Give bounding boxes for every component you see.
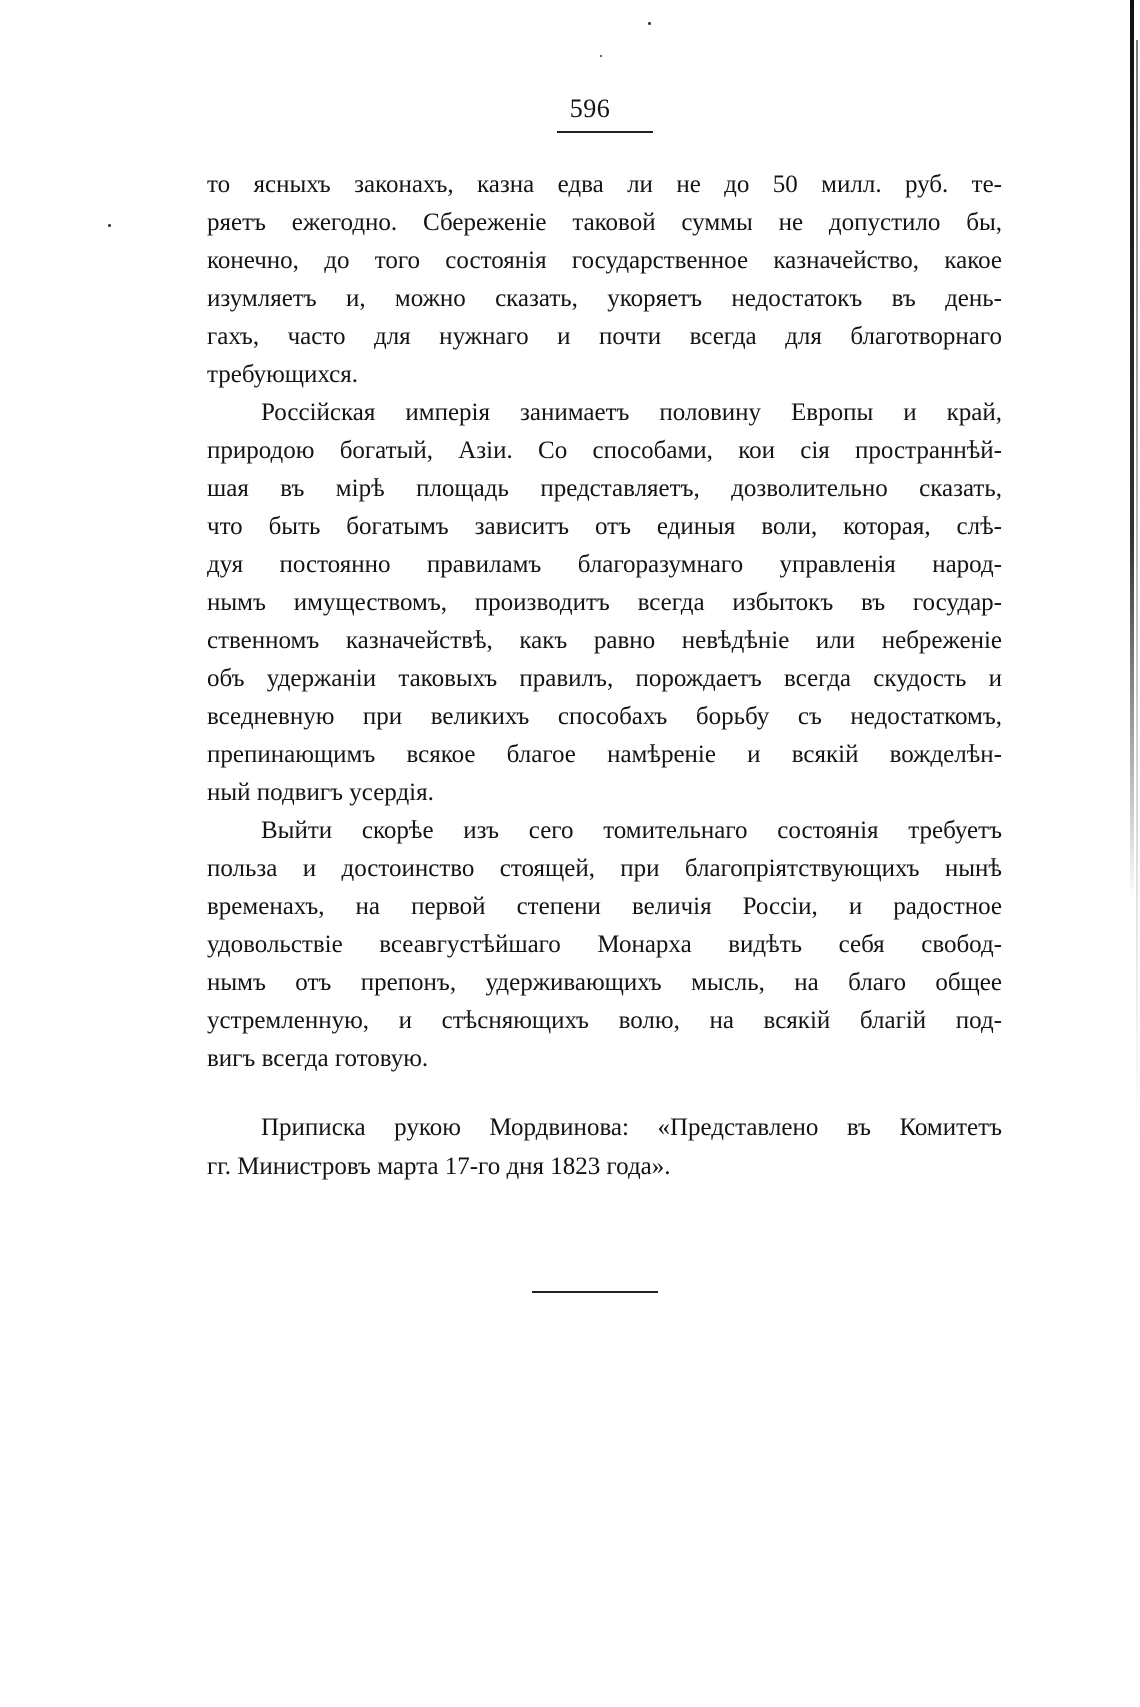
text-line: ственномъ казначействѣ, какъ равно невѣдѣніе или небреженіе	[207, 627, 1002, 654]
text-line: Выйти скорѣе изъ сего томительнаго состоянія требуетъ	[261, 817, 1002, 844]
postscript-line: гг. Министровъ марта 17-го дня 1823 года».	[207, 1153, 671, 1180]
text-line: польза и достоинство стоящей, при благопріятствующихъ нынѣ	[207, 855, 1002, 882]
text-line: ный подвигъ усердія.	[207, 779, 434, 806]
page-number: 596	[569, 94, 611, 123]
scan-speck	[648, 22, 651, 25]
text-line: устремленную, и стѣсняющихъ волю, на всякій благій под-	[207, 1007, 1002, 1034]
text-line: природою богатый, Азіи. Со способами, кои сія пространнѣй-	[207, 437, 1002, 464]
text-line: что быть богатымъ зависитъ отъ единыя воли, которая, слѣ-	[207, 513, 1002, 540]
text-line: конечно, до того состоянія государственное казначейство, какое	[207, 247, 1002, 274]
text-line: нымъ отъ препонъ, удерживающихъ мысль, на благо общее	[207, 969, 1002, 996]
text-line: изумляетъ и, можно сказать, укоряетъ недостатокъ въ день-	[207, 285, 1002, 312]
page-number-underline	[557, 131, 653, 133]
text-line: препинающимъ всякое благое намѣреніе и всякій вожделѣн-	[207, 741, 1002, 768]
text-line: дуя постоянно правиламъ благоразумнаго управленія народ-	[207, 551, 1002, 578]
text-line: временахъ, на первой степени величія Россіи, и радостное	[207, 893, 1002, 920]
text-line: нымъ имуществомъ, производитъ всегда избытокъ въ государ-	[207, 589, 1002, 616]
text-line: Россійская имперія занимаетъ половину Европы и край,	[261, 399, 1002, 426]
scan-speck	[600, 55, 602, 57]
text-line: объ удержаніи таковыхъ правилъ, порождаетъ всегда скудость и	[207, 665, 1002, 692]
page-edge-shadow	[1130, 0, 1134, 900]
text-line: гахъ, часто для нужнаго и почти всегда для благотворнаго	[207, 323, 1002, 350]
scan-speck	[108, 224, 111, 227]
text-line: то ясныхъ законахъ, казна едва ли не до 50 милл. руб. те-	[207, 171, 1002, 198]
text-line: вседневную при великихъ способахъ борьбу съ недостаткомъ,	[207, 703, 1002, 730]
closing-rule	[532, 1291, 658, 1293]
text-line: удовольствіе всеавгустѣйшаго Монарха видѣть себя свобод-	[207, 931, 1002, 958]
text-line: требующихся.	[207, 361, 359, 388]
text-line: шая въ мірѣ площадь представляетъ, дозволительно сказать,	[207, 475, 1002, 502]
text-line: вигъ всегда готовую.	[207, 1045, 429, 1072]
page-edge-shadow-faint	[1136, 40, 1138, 1140]
text-line: ряетъ ежегодно. Сбереженіе таковой суммы не допустило бы,	[207, 209, 1002, 236]
postscript-line: Приписка рукою Мордвинова: «Представлено въ Комитетъ	[261, 1114, 1002, 1141]
